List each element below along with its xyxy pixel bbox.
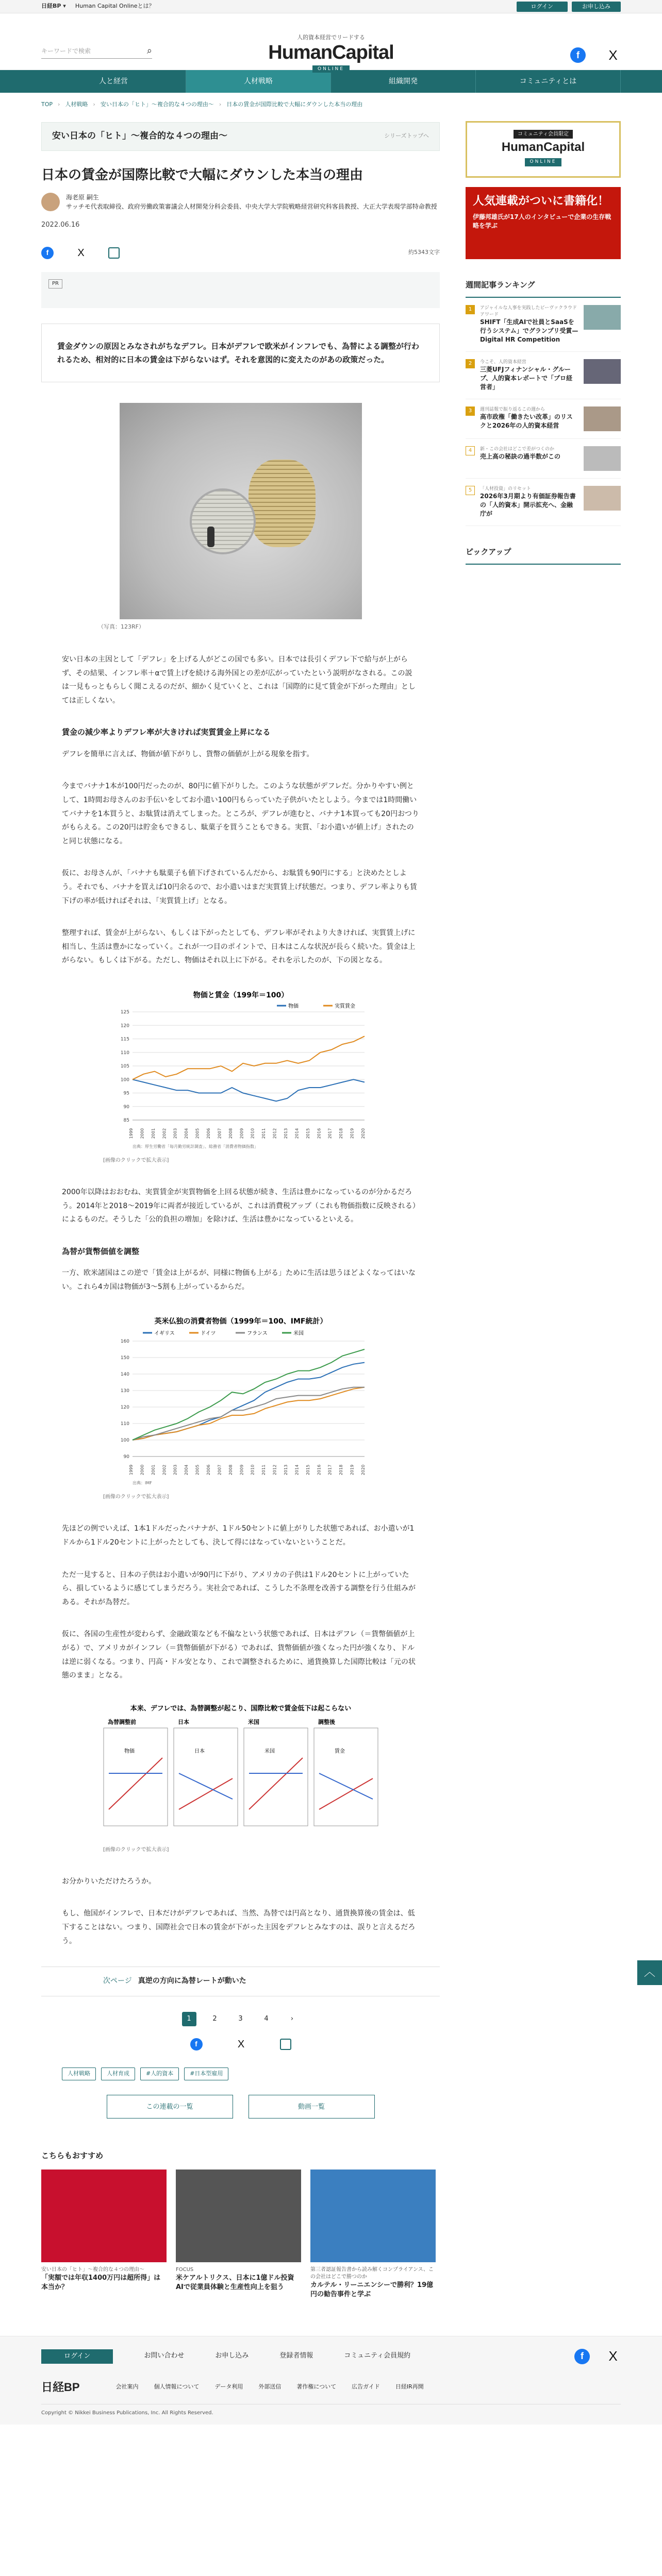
article	[41, 117, 440, 2149]
footer-link[interactable]: お申し込み	[215, 2352, 249, 2360]
panel-box	[314, 1728, 378, 1826]
ranking-title: 週間記事ランキング	[466, 270, 621, 298]
recommendations	[0, 2170, 662, 2335]
x-tick-label: 2011	[261, 1128, 266, 1139]
topbar	[0, 0, 662, 13]
page-3[interactable]: 3	[238, 2014, 243, 2023]
chart-price-wage-svg	[107, 986, 375, 1151]
x-tick-label: 2015	[305, 1465, 310, 1476]
paragraph: 先ほどの例でいえば、1本1ドルだったバナナが、1ドル50セントに値上がりした状態であれば、お小遣いが1ドルから1ドル20セントに上がったとしても、決して得にはなっていないということだ。	[62, 1524, 415, 1547]
bookmark-icon[interactable]	[280, 2039, 291, 2050]
series-header[interactable]: 安い日本の「ヒト」〜複合的な４つの理由〜 シリーズトップへ	[41, 122, 440, 151]
footer-link[interactable]: 登録者情報	[279, 2352, 313, 2360]
site-header	[0, 13, 662, 70]
chart-title: 英米仏独の消費者物価（1999年＝100、IMF統計）	[154, 1317, 327, 1326]
x-tick-label: 2017	[327, 1465, 333, 1476]
x-icon[interactable]: X	[608, 47, 618, 63]
article-body	[41, 653, 440, 1948]
y-tick-label: 110	[120, 1050, 129, 1056]
breadcrumb-category[interactable]: 人材戦略	[65, 101, 88, 108]
x-tick-label: 2019	[350, 1465, 355, 1476]
panel-box	[104, 1728, 168, 1826]
x-tick-label: 2004	[184, 1128, 189, 1139]
series-line-1	[133, 1036, 365, 1079]
footer-link[interactable]: 日経IR再開	[395, 2383, 424, 2390]
y-tick-label: 105	[120, 1063, 129, 1069]
section-heading: 為替が貨幣価値を調整	[62, 1246, 140, 1256]
x-tick-label: 2015	[305, 1128, 310, 1139]
paragraph: 一方、欧米諸国はこの逆で「賃金は上がるが、同様に物価も上がる」ために生活は思うほどよくなってはいない。これら4カ国は物価が3〜5割も上がっているからだ。	[62, 1269, 416, 1291]
x-tick-label: 2000	[139, 1465, 144, 1476]
legend-label: イギリス	[154, 1331, 175, 1337]
legend-label: 実質賃金	[334, 1003, 355, 1009]
footer-link[interactable]: 著作権について	[296, 2383, 337, 2390]
x-tick-label: 2006	[206, 1128, 211, 1139]
footer-link[interactable]: お問い合わせ	[144, 2352, 185, 2360]
footer-link[interactable]: 個人情報について	[154, 2383, 200, 2390]
x-tick-label: 2010	[250, 1128, 255, 1139]
x-tick-label: 2016	[316, 1128, 321, 1139]
x-tick-label: 2009	[239, 1128, 244, 1139]
author-name[interactable]: 海老原 嗣生	[66, 193, 99, 201]
ranking-item[interactable]: 4 新・この会社はどこで差がつくのか 売上高の秘訣の過半数がこの	[466, 439, 621, 479]
page-4[interactable]: 4	[264, 2014, 269, 2023]
x-tick-label: 2002	[161, 1465, 167, 1476]
nav-community[interactable]: コミュニティとは	[476, 70, 621, 93]
y-tick-label: 95	[123, 1091, 129, 1096]
y-tick-label: 90	[123, 1454, 129, 1460]
chart-cpi-svg	[107, 1312, 375, 1487]
x-tick-label: 2003	[173, 1465, 178, 1476]
panel-text: 日本	[194, 1748, 205, 1754]
search-icon[interactable]: ⌕	[146, 45, 152, 57]
chart-source: 出典：IMF	[132, 1481, 152, 1486]
paragraph: 仮に、各国の生産性が変わらず、金融政策なども不偏なという状態であれば、日本はデフレ（＝貨幣価値が上がる）で、アメリカがインフレ（＝貨幣価値が下がる）であれば、貨幣価値が強くなった円が強くなり、ドルは逆に弱くなる。つまり、円高・ドル安となり、これで調整されるために、通貨換算した国際比較は「元の状態のまま」となる。	[62, 1630, 416, 1680]
x-tick-label: 2009	[239, 1465, 244, 1476]
bookmark-icon[interactable]	[108, 247, 120, 259]
footer-link[interactable]: 外部送信	[258, 2383, 282, 2390]
panel-label: 日本	[177, 1718, 189, 1725]
x-tick-label: 2003	[173, 1128, 178, 1139]
share-bar-bottom	[41, 2037, 440, 2052]
paragraph: ただ一見すると、日本の子供はお小遣いが90円に下がり、アメリカの子供は1ドル20セントに上がっていたら、損しているように感じてしまうだろう。実社会であれば、こうした不条理を改善する調整を行う仕組みがある。それが為替だ。	[62, 1570, 416, 1606]
sidebar	[466, 117, 621, 2149]
footer	[0, 2336, 662, 2425]
chart-caption[interactable]: [画像のクリックで拡大表示]	[103, 1846, 169, 1853]
y-tick-label: 100	[120, 1077, 129, 1083]
y-tick-label: 120	[120, 1405, 129, 1411]
footer-link[interactable]: データ利用	[214, 2383, 243, 2390]
footer-link[interactable]: 広告ガイド	[352, 2383, 380, 2390]
x-tick-label: 2004	[184, 1465, 189, 1476]
x-tick-label: 2008	[228, 1465, 233, 1476]
series-list-button[interactable]: この連載の一覧	[107, 2095, 233, 2119]
recs-title: こちらもおすすめ	[41, 2150, 104, 2160]
breadcrumb-series[interactable]: 安い日本の「ヒト」〜複合的な４つの理由〜	[100, 101, 214, 108]
panel-label: 米国	[247, 1718, 259, 1725]
series-line-2	[133, 1387, 365, 1440]
nikkeibp-menu[interactable]: 日経BP ▾	[41, 3, 66, 10]
next-page-link[interactable]: 次ページ 真逆の方向に為替レートが動いた	[41, 1967, 440, 1996]
breadcrumb-top[interactable]: TOP	[41, 101, 53, 108]
ranking-item[interactable]: 3 週刊誌報で振り返るこの週から 高市政権「働きたい改革」のリスクと2026年の人的資本経営	[466, 399, 621, 439]
x-tick-label: 2010	[250, 1465, 255, 1476]
tag[interactable]: 人材戦略	[62, 2067, 96, 2080]
panel-text: 米国	[264, 1748, 275, 1754]
x-tick-label: 2016	[316, 1465, 321, 1476]
about-link[interactable]: Human Capital Onlineとは？	[75, 3, 155, 10]
book-banner[interactable]: 人気連載がついに書籍化！ 伊藤邦雄氏が17人のインタビューで企業の生存戦略を学ぶ	[466, 187, 621, 259]
paragraph: 安い日本の主因として「デフレ」を上げる人がどこの国でも多い。日本では長引くデフレ下で給与が上がらず、その結果、インフレ率＋αで賃上げを続ける海外国との差が広がっていたという説明がなされる。この説は一見もっともらしく聞こえるのだが、細かく見ていくと、これは「国際的に見て賃金が下がった理由」としては正しくない。	[62, 655, 416, 705]
chart-fx-diagram[interactable]	[96, 1701, 385, 1840]
y-tick-label: 85	[123, 1117, 129, 1123]
panel-box	[244, 1728, 308, 1826]
series-line-3	[133, 1349, 365, 1440]
page-2[interactable]: 2	[212, 2014, 217, 2023]
x-tick-label: 1999	[128, 1465, 134, 1476]
chart-cpi[interactable]	[107, 1312, 375, 1487]
scroll-top-button[interactable]: ︿	[637, 1960, 662, 1985]
community-banner[interactable]: コミュニティ会員限定 HumanCapital ONLINE	[466, 121, 621, 178]
paragraph: デフレを簡単に言えば、物価が値下がりし、貨幣の価値が上がる現象を指す。	[62, 750, 314, 758]
video-list-button[interactable]: 動画一覧	[249, 2095, 375, 2119]
pr-badge: PR	[48, 279, 62, 289]
login-button[interactable]: ログイン	[517, 2, 568, 12]
chart-caption[interactable]: [画像のクリックで拡大表示]	[103, 1494, 169, 1500]
x-tick-label: 2012	[272, 1465, 277, 1476]
chart-caption[interactable]: [画像のクリックで拡大表示]	[103, 1157, 169, 1163]
y-tick-label: 130	[120, 1388, 129, 1394]
x-tick-label: 2002	[161, 1128, 167, 1139]
panel-label: 為替調整前	[107, 1718, 136, 1725]
rec-image	[310, 2170, 436, 2262]
nav-org-development[interactable]: 組織開発	[331, 70, 476, 93]
x-tick-label: 2018	[338, 1128, 343, 1139]
tag[interactable]: #日本型雇用	[184, 2067, 228, 2080]
x-tick-label: 2001	[151, 1465, 156, 1476]
x-tick-label: 2017	[327, 1128, 333, 1139]
ranking-item[interactable]: 2 今こそ、人的資本経営 三菱UFJフィナンシャル・グループ、人的資本レポートで「プロ経営者」	[466, 352, 621, 399]
panel-label: 調整後	[318, 1718, 335, 1725]
legend-label: ドイツ	[200, 1331, 216, 1337]
facebook-icon[interactable]: f	[570, 47, 586, 63]
section-heading: 賃金の減少率よりデフレ率が大きければ実質賃金上昇になる	[62, 727, 271, 737]
legend-label: 物価	[288, 1003, 299, 1009]
nav-talent-strategy[interactable]: 人材戦略	[186, 70, 331, 93]
series-line-1	[133, 1387, 365, 1440]
x-tick-label: 2020	[360, 1465, 366, 1476]
author-block	[41, 193, 440, 211]
facebook-icon[interactable]: f	[574, 2349, 590, 2364]
x-tick-label: 2019	[350, 1128, 355, 1139]
x-tick-label: 2012	[272, 1128, 277, 1139]
series-line-0	[133, 1079, 365, 1101]
tag[interactable]: #人的資本	[140, 2067, 179, 2080]
x-tick-label: 2006	[206, 1465, 211, 1476]
y-tick-label: 140	[120, 1372, 129, 1378]
x-tick-label: 2014	[294, 1465, 299, 1476]
nav-people-management[interactable]: 人と経営	[41, 70, 186, 93]
y-tick-label: 150	[120, 1355, 129, 1361]
x-tick-label: 2013	[283, 1128, 288, 1139]
pagination	[41, 2012, 440, 2026]
breadcrumb-current: 日本の賃金が国際比較で大幅にダウンした本当の理由	[226, 101, 363, 108]
paragraph: お分かりいただけたろうか。	[62, 1877, 156, 1886]
chart-title: 物価と賃金（199年＝100）	[193, 991, 288, 999]
x-icon[interactable]: X	[608, 2348, 618, 2364]
panel-text: 賃金	[334, 1748, 345, 1754]
x-tick-label: 2011	[261, 1465, 266, 1476]
avatar	[41, 193, 60, 211]
subscribe-button[interactable]: お申し込み	[572, 2, 621, 12]
x-tick-label: 2008	[228, 1128, 233, 1139]
ranking-item[interactable]: 1 アジャイルな人事を実践したビーヴァクラウドアワード SHIFT「生成AIで社員とSaaSを行うシステム」でグランプリ受賞—Digital HR Competition	[466, 298, 621, 352]
x-tick-label: 2014	[294, 1128, 299, 1139]
tag-list	[62, 2067, 440, 2080]
y-tick-label: 110	[120, 1421, 129, 1427]
x-tick-label: 2018	[338, 1465, 343, 1476]
breadcrumb: TOP › 人材戦略 › 安い日本の「ヒト」〜複合的な４つの理由〜 › 日本の賃金が国際比較で大幅にダウンした本当の理由	[0, 93, 662, 117]
rec-image	[41, 2170, 167, 2262]
y-tick-label: 160	[120, 1339, 129, 1345]
x-icon[interactable]: X	[237, 2038, 245, 2050]
paragraph: 整理すれば、賃金が上がらない、もしくは下がったとしても、デフレ率がそれより大きければ、実質賃上げに相当し、生活は豊かになっていく。これが一つ目のポイントで、日本はこんな状況が長らく続いた。賃金は上がらない。もしくは下がる。ただし、物価はそれ以上に下がる。それを示したのが、下の図となる。	[62, 929, 416, 965]
paragraph: 仮に、お母さんが、「バナナも駄菓子も値下げされているんだから、お駄賃も90円にする」と決めたとしよう。それでも、バナナを買えば10円余るので、お小遣いはまだ実質賃上げ状態だ。つまり、デフレ率よりも賃下げの率が低ければそれは、「実質賃上げ」となる。	[62, 869, 417, 905]
x-tick-label: 2020	[360, 1128, 366, 1139]
nikkeibp-logo[interactable]: 日経BP	[41, 2380, 80, 2394]
x-tick-label: 2001	[151, 1128, 156, 1139]
legend-label: 米国	[293, 1331, 304, 1337]
y-tick-label: 115	[120, 1037, 129, 1042]
article-photo	[120, 403, 362, 619]
rec-image	[176, 2170, 301, 2262]
panel-text: 物価	[124, 1748, 135, 1754]
char-count: 約5343文字	[408, 249, 440, 256]
series-top-link[interactable]: シリーズトップへ	[384, 132, 429, 140]
article-title: 日本の賃金が国際比較で大幅にダウンした本当の理由	[41, 167, 363, 183]
legend-label: フランス	[246, 1331, 268, 1337]
article-lead: 賃金ダウンの原因とみなされがちなデフレ。日本がデフレで欧米がインフレでも、為替による調整が行われるため、相対的に日本の賃金は下がらないはず。それを意図的に変えたのがあの政策だった。	[41, 324, 440, 383]
y-tick-label: 125	[120, 1009, 129, 1015]
page-1[interactable]: 1	[182, 2012, 196, 2026]
rec-card[interactable]: 第三者認証報告書から読み解くコンプライアンス、この会社はどこで勝つのか カルテル・リーニエンシーで勝利？19億円の勧告事件と学ぶ	[310, 2170, 436, 2299]
x-tick-label: 2007	[217, 1128, 222, 1139]
panel-box	[174, 1728, 238, 1826]
chart-source: 出典：厚生労働省「毎月勤労統計調査」、総務省「消費者物価指数」	[132, 1144, 258, 1149]
x-tick-label: 1999	[128, 1128, 134, 1139]
y-tick-label: 100	[120, 1438, 129, 1444]
rec-card[interactable]: FOCUS 米ケアルトリクス、日本に1億ドル投資 AIで従業員体験と生産性向上を狙う	[176, 2170, 301, 2299]
share-bar	[41, 245, 440, 261]
member-strip	[41, 272, 440, 308]
y-tick-label: 120	[120, 1023, 129, 1029]
tag[interactable]: 人材育成	[101, 2067, 135, 2080]
chart-price-wage[interactable]	[107, 986, 375, 1151]
facebook-icon[interactable]: f	[190, 2038, 203, 2050]
author-bio: サッチモ代表取締役、政府労働政策審議会人材開発分科会委員、中央大学大学院戦略経営研究科客員教授、大正大学表現学部特命教授	[66, 202, 437, 210]
x-tick-label: 2005	[195, 1128, 200, 1139]
pickup-title: ピックアップ	[466, 537, 621, 565]
footer-login-button[interactable]: ログイン	[41, 2349, 113, 2364]
footer-link[interactable]: コミュニティ会員規約	[344, 2352, 411, 2360]
x-tick-label: 2007	[217, 1465, 222, 1476]
publish-date: 2022.06.16	[41, 221, 80, 229]
ranking-item[interactable]: 5 「人材投資」のリセット 2026年3月期より有価証券報告書の「人的資本」開示拡充へ、金融庁が	[466, 479, 621, 526]
x-tick-label: 2013	[283, 1465, 288, 1476]
x-tick-label: 2000	[139, 1128, 144, 1139]
search-input[interactable]: キーワードで検索 ⌕	[41, 44, 152, 59]
x-icon[interactable]: X	[77, 247, 85, 259]
chart-fx-diagram-svg	[96, 1701, 385, 1840]
paragraph: もし、他国がインフレで、日本だけがデフレであれば、当然、為替では円高となり、通貨換算後の賃金は、低下することはない。つまり、国際社会で日本の賃金が下がった主因をデフレとみなすのは、誤りと言えるだろう。	[62, 1909, 416, 1945]
copyright: Copyright © Nikkei Business Publications, Inc. All Rights Reserved.	[41, 2410, 213, 2416]
rec-card[interactable]: 安い日本の「ヒト」〜複合的な４つの理由〜 「実額では年収1400万円は超所得」は本当か？	[41, 2170, 167, 2299]
paragraph: 2000年以降はおおむね、実質賃金が実質物価を上回る状態が続き、生活は豊かになっているのが分かるだろう。2014年と2018〜2019年に両者が接近しているが、これは消費税アップ（これも物価指数に反映される）によるものだ。そうした「公的負担の増加」を除けば、生活は豊かになっているといえる。	[62, 1188, 416, 1224]
facebook-icon[interactable]: f	[41, 247, 54, 259]
site-logo[interactable]: 人的資本経営でリードする HumanCapital ONLINE	[268, 34, 394, 72]
next-page-arrow[interactable]: ›	[290, 2014, 294, 2023]
paragraph: 今までバナナ1本が100円だったのが、80円に値下がりした。このような状態がデフレだ。分かりやすい例として、1時間お母さんのお手伝いをしてお小遣い100円もらっていた子供がいたとしよう。今までは1時間働いてバナナを1本買うと、お駄賃は消えてしまった。ところが、デフレが進むと、バナナ1本買っても20円おつりがもらえる。この20円は貯金もできるし、駄菓子を買うこともできる。実質、「お小遣いが値上げ」されたのと同じ状態になる。	[62, 782, 419, 845]
footer-link[interactable]: 会社案内	[115, 2383, 139, 2390]
x-tick-label: 2005	[195, 1465, 200, 1476]
y-tick-label: 90	[123, 1104, 129, 1110]
photo-caption: （写真：123RF）	[98, 623, 144, 631]
diagram-title: 本来、デフレでは、為替調整が起こり、国際比較で賃金低下は起こらない	[130, 1704, 351, 1713]
